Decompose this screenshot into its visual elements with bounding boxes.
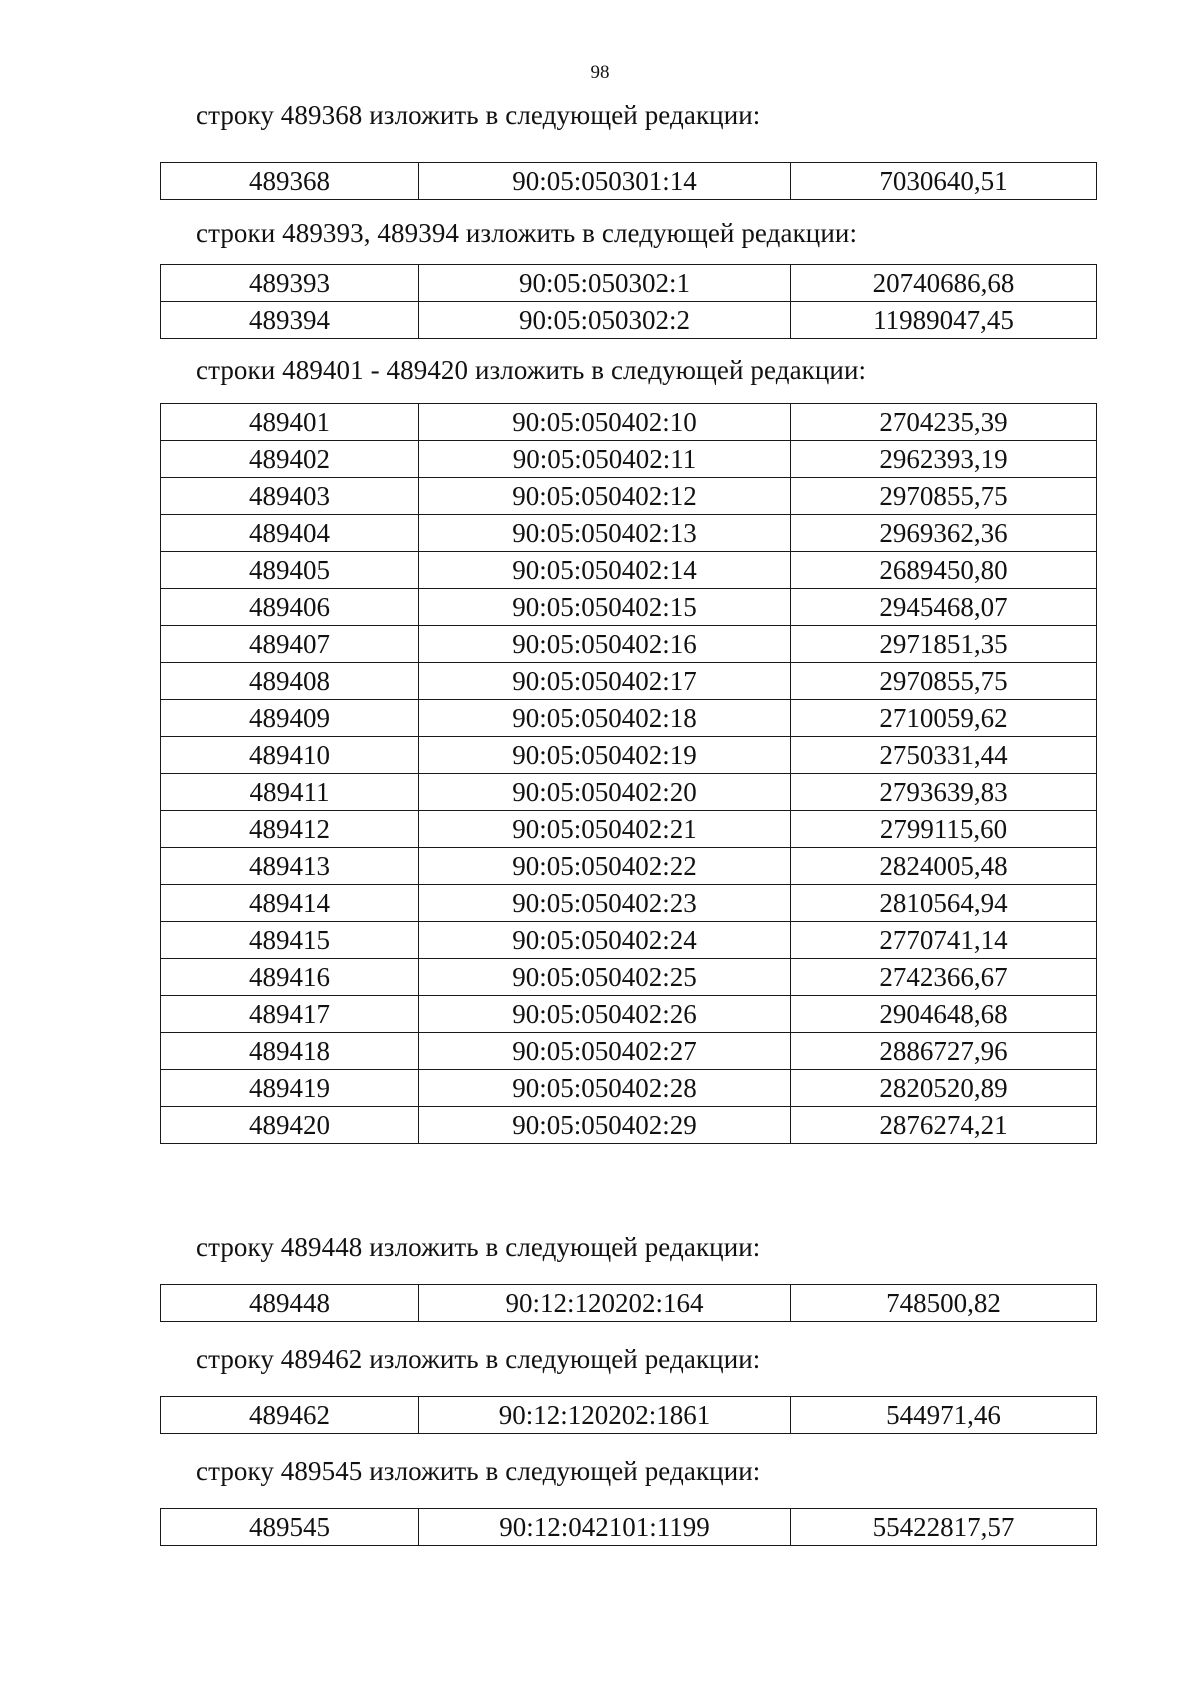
table-row xyxy=(161,737,1097,774)
table-row xyxy=(161,1285,1097,1322)
row-number-cell: 489407 xyxy=(161,626,419,663)
cadastral-value-cell: 11989047,45 xyxy=(791,302,1097,339)
cadastral-value-cell: 2886727,96 xyxy=(791,1033,1097,1070)
row-number-cell: 489462 xyxy=(161,1397,419,1434)
amendment-table xyxy=(160,162,1097,200)
cadastral-number-cell: 90:05:050402:25 xyxy=(419,959,791,996)
amendment-instruction: строки 489401 - 489420 изложить в следующей редакции: xyxy=(196,355,867,385)
cadastral-number-cell: 90:05:050402:20 xyxy=(419,774,791,811)
table-row xyxy=(161,1397,1097,1434)
cadastral-number-cell: 90:05:050402:11 xyxy=(419,441,791,478)
cadastral-number-cell: 90:05:050402:28 xyxy=(419,1070,791,1107)
table-row xyxy=(161,1107,1097,1144)
table-row xyxy=(161,700,1097,737)
amendment-instruction: строку 489545 изложить в следующей редакции: xyxy=(196,1456,761,1486)
cadastral-value-cell: 2750331,44 xyxy=(791,737,1097,774)
table-row xyxy=(161,302,1097,339)
amendment-instruction: строку 489448 изложить в следующей редакции: xyxy=(196,1232,761,1262)
cadastral-value-cell: 2770741,14 xyxy=(791,922,1097,959)
cadastral-value-cell: 2971851,35 xyxy=(791,626,1097,663)
row-number-cell: 489401 xyxy=(161,404,419,441)
cadastral-number-cell: 90:05:050402:19 xyxy=(419,737,791,774)
page-number: 98 xyxy=(590,62,610,83)
table-row xyxy=(161,265,1097,302)
cadastral-value-cell: 2962393,19 xyxy=(791,441,1097,478)
table-row xyxy=(161,1509,1097,1546)
table-row xyxy=(161,1033,1097,1070)
row-number-cell: 489406 xyxy=(161,589,419,626)
table-row xyxy=(161,441,1097,478)
cadastral-number-cell: 90:12:120202:164 xyxy=(419,1285,791,1322)
cadastral-value-cell: 748500,82 xyxy=(791,1285,1097,1322)
amendment-instruction: строку 489462 изложить в следующей редакции: xyxy=(196,1344,761,1374)
cadastral-number-cell: 90:05:050402:24 xyxy=(419,922,791,959)
row-number-cell: 489404 xyxy=(161,515,419,552)
cadastral-number-cell: 90:05:050402:13 xyxy=(419,515,791,552)
amendment-table xyxy=(160,1284,1097,1322)
table-row xyxy=(161,552,1097,589)
amendment-table xyxy=(160,403,1097,1144)
cadastral-value-cell: 2969362,36 xyxy=(791,515,1097,552)
row-number-cell: 489415 xyxy=(161,922,419,959)
row-number-cell: 489418 xyxy=(161,1033,419,1070)
cadastral-value-cell: 2710059,62 xyxy=(791,700,1097,737)
cadastral-number-cell: 90:05:050402:23 xyxy=(419,885,791,922)
row-number-cell: 489408 xyxy=(161,663,419,700)
table-row xyxy=(161,163,1097,200)
cadastral-value-cell: 2945468,07 xyxy=(791,589,1097,626)
cadastral-value-cell: 2970855,75 xyxy=(791,478,1097,515)
cadastral-value-cell: 2704235,39 xyxy=(791,404,1097,441)
table-row xyxy=(161,811,1097,848)
cadastral-value-cell: 544971,46 xyxy=(791,1397,1097,1434)
row-number-cell: 489413 xyxy=(161,848,419,885)
table-row xyxy=(161,404,1097,441)
row-number-cell: 489448 xyxy=(161,1285,419,1322)
cadastral-value-cell: 2793639,83 xyxy=(791,774,1097,811)
cadastral-number-cell: 90:05:050402:29 xyxy=(419,1107,791,1144)
cadastral-number-cell: 90:05:050402:15 xyxy=(419,589,791,626)
table-row xyxy=(161,478,1097,515)
cadastral-value-cell: 2904648,68 xyxy=(791,996,1097,1033)
row-number-cell: 489393 xyxy=(161,265,419,302)
cadastral-number-cell: 90:05:050402:21 xyxy=(419,811,791,848)
row-number-cell: 489420 xyxy=(161,1107,419,1144)
table-row xyxy=(161,885,1097,922)
cadastral-value-cell: 2689450,80 xyxy=(791,552,1097,589)
cadastral-number-cell: 90:05:050302:2 xyxy=(419,302,791,339)
cadastral-value-cell: 55422817,57 xyxy=(791,1509,1097,1546)
row-number-cell: 489412 xyxy=(161,811,419,848)
row-number-cell: 489410 xyxy=(161,737,419,774)
table-row xyxy=(161,922,1097,959)
row-number-cell: 489411 xyxy=(161,774,419,811)
cadastral-number-cell: 90:05:050402:18 xyxy=(419,700,791,737)
cadastral-number-cell: 90:05:050402:10 xyxy=(419,404,791,441)
row-number-cell: 489394 xyxy=(161,302,419,339)
table-row xyxy=(161,626,1097,663)
cadastral-number-cell: 90:05:050402:16 xyxy=(419,626,791,663)
table-row xyxy=(161,996,1097,1033)
cadastral-number-cell: 90:05:050301:14 xyxy=(419,163,791,200)
cadastral-value-cell: 2820520,89 xyxy=(791,1070,1097,1107)
cadastral-value-cell: 2824005,48 xyxy=(791,848,1097,885)
amendment-table xyxy=(160,1508,1097,1546)
row-number-cell: 489416 xyxy=(161,959,419,996)
row-number-cell: 489417 xyxy=(161,996,419,1033)
amendment-table xyxy=(160,1396,1097,1434)
cadastral-value-cell: 20740686,68 xyxy=(791,265,1097,302)
cadastral-value-cell: 2810564,94 xyxy=(791,885,1097,922)
cadastral-number-cell: 90:05:050402:22 xyxy=(419,848,791,885)
table-row xyxy=(161,774,1097,811)
cadastral-number-cell: 90:12:120202:1861 xyxy=(419,1397,791,1434)
table-row xyxy=(161,663,1097,700)
table-row xyxy=(161,515,1097,552)
row-number-cell: 489409 xyxy=(161,700,419,737)
cadastral-value-cell: 2970855,75 xyxy=(791,663,1097,700)
cadastral-number-cell: 90:05:050402:17 xyxy=(419,663,791,700)
row-number-cell: 489405 xyxy=(161,552,419,589)
row-number-cell: 489414 xyxy=(161,885,419,922)
row-number-cell: 489545 xyxy=(161,1509,419,1546)
cadastral-number-cell: 90:05:050402:14 xyxy=(419,552,791,589)
table-row xyxy=(161,1070,1097,1107)
cadastral-number-cell: 90:05:050302:1 xyxy=(419,265,791,302)
row-number-cell: 489419 xyxy=(161,1070,419,1107)
amendment-table xyxy=(160,264,1097,339)
row-number-cell: 489402 xyxy=(161,441,419,478)
cadastral-number-cell: 90:05:050402:26 xyxy=(419,996,791,1033)
amendment-instruction: строки 489393, 489394 изложить в следующей редакции: xyxy=(196,218,858,248)
table-row xyxy=(161,959,1097,996)
table-row xyxy=(161,589,1097,626)
cadastral-number-cell: 90:05:050402:27 xyxy=(419,1033,791,1070)
cadastral-value-cell: 7030640,51 xyxy=(791,163,1097,200)
cadastral-value-cell: 2799115,60 xyxy=(791,811,1097,848)
amendment-instruction: строку 489368 изложить в следующей редакции: xyxy=(196,100,761,130)
row-number-cell: 489403 xyxy=(161,478,419,515)
cadastral-number-cell: 90:12:042101:1199 xyxy=(419,1509,791,1546)
row-number-cell: 489368 xyxy=(161,163,419,200)
cadastral-number-cell: 90:05:050402:12 xyxy=(419,478,791,515)
cadastral-value-cell: 2876274,21 xyxy=(791,1107,1097,1144)
table-row xyxy=(161,848,1097,885)
cadastral-value-cell: 2742366,67 xyxy=(791,959,1097,996)
